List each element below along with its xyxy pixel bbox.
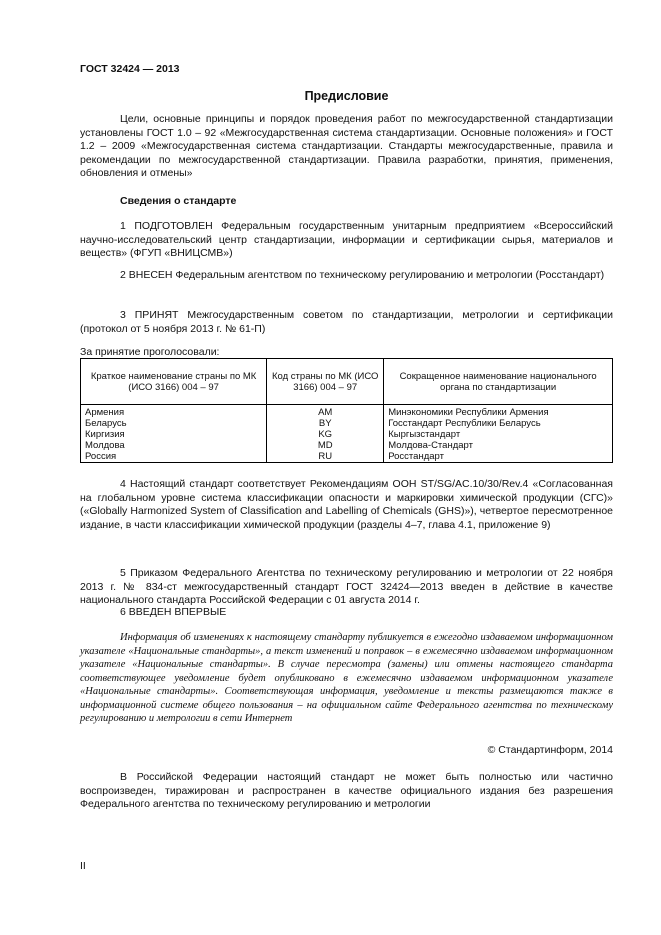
info-notice: Информация об изменениях к настоящему стандарту публикуется в ежегодно издаваемом информационном указателе «Национальные стандарты», а текст изменений и поправок – в ежемесячно издаваемом информационном указателе «Национальные стандарты». В случае пересмотра (замены) или отмены настоящего стандарта соответствующее уведомление будет опубликовано в ежемесячно издаваемом информационном указателе «Национальные стандарты». Соответствующая информация, уведомление и тексты размещаются также в информационной системе общего пользования – на официальном сайте Федерального агентства по техническому регулированию и метрологии в сети Интернет: [80, 632, 613, 724]
table-row: [81, 405, 613, 419]
rights-notice: В Российской Федерации настоящий стандарт не может быть полностью или частично воспроизведен, тиражирован и распространен в качестве официального издания без разрешения Федерального агентства по техническому регулированию и метрологии: [80, 771, 613, 810]
section-title: Сведения о стандарте: [120, 195, 237, 207]
code-cell: MD: [267, 440, 384, 451]
item-2: 2 ВНЕСЕН Федеральным агентством по техническому регулированию и метрологии (Росстандарт): [120, 269, 605, 281]
body-cell: Минэкономики Республики Армения: [384, 405, 613, 419]
page-title: Предисловие: [304, 89, 389, 103]
vote-caption: За принятие проголосовали:: [80, 346, 220, 358]
item-6: 6 ВВЕДЕН ВПЕРВЫЕ: [120, 606, 227, 618]
copyright: © Стандартинформ, 2014: [487, 744, 613, 756]
country-cell: Киргизия: [81, 429, 267, 440]
intro-paragraph: Цели, основные принципы и порядок проведения работ по межгосударственной стандартизации установлены ГОСТ 1.0 – 92 «Межгосударственная система стандартизации. Основные положения» и ГОСТ 1.2 – 2009 «Межгосударственная система стандартизации. Стандарты межгосударственные, правила и рекомендации по межгосударственной стандартизации. Правила разработки, принятия, применения, обновления и отмены»: [80, 113, 613, 179]
table-row: [81, 451, 613, 463]
voting-table: [80, 358, 613, 463]
code-cell: RU: [267, 451, 384, 463]
country-cell: Молдова: [81, 440, 267, 451]
page-number: II: [80, 860, 86, 872]
table-header-country: Краткое наименование страны по МК (ИСО 3166) 004 – 97: [81, 359, 267, 405]
item-4: 4 Настоящий стандарт соответствует Рекомендациям ООН ST/SG/AC.10/30/Rev.4 «Согласованная на глобальном уровне система классификации опасности и маркировки химической продукции (СГС)» («Globally Harmonized System of Classification and Labelling of Chemicals (GHS)»), четвертое пересмотренное издание, в части классификации химической продукции (разделы 4–7, глава 4.1, приложение 9): [80, 478, 613, 531]
document-header: ГОСТ 32424 — 2013: [80, 63, 180, 75]
country-cell: Россия: [81, 451, 267, 463]
item-3: 3 ПРИНЯТ Межгосударственным советом по стандартизации, метрологии и сертификации (протокол от 5 ноября 2013 г. № 61-П): [80, 309, 613, 335]
code-cell: BY: [267, 418, 384, 429]
body-cell: Кыргызстандарт: [384, 429, 613, 440]
table-row: [81, 440, 613, 451]
table-header-body: Сокращенное наименование национального органа по стандартизации: [384, 359, 613, 405]
table-row: [81, 418, 613, 429]
code-cell: AM: [267, 405, 384, 419]
body-cell: Молдова-Стандарт: [384, 440, 613, 451]
body-cell: Госстандарт Республики Беларусь: [384, 418, 613, 429]
table-header-code: Код страны по МК (ИСО 3166) 004 – 97: [267, 359, 384, 405]
item-5: 5 Приказом Федерального Агентства по техническому регулированию и метрологии от 22 ноября 2013 г. № 834-ст межгосударственный стандарт ГОСТ 32424—2013 введен в действие в качестве национального стандарта Российской Федерации с 01 августа 2014 г.: [80, 567, 613, 606]
table-row: [81, 429, 613, 440]
item-1: 1 ПОДГОТОВЛЕН Федеральным государственным унитарным предприятием «Всероссийский научно-исследовательский центр стандартизации, информации и сертификации сырья, материалов и веществ» (ФГУП «ВНИЦСМВ»): [80, 220, 613, 259]
country-cell: Беларусь: [81, 418, 267, 429]
code-cell: KG: [267, 429, 384, 440]
country-cell: Армения: [81, 405, 267, 419]
body-cell: Росстандарт: [384, 451, 613, 463]
